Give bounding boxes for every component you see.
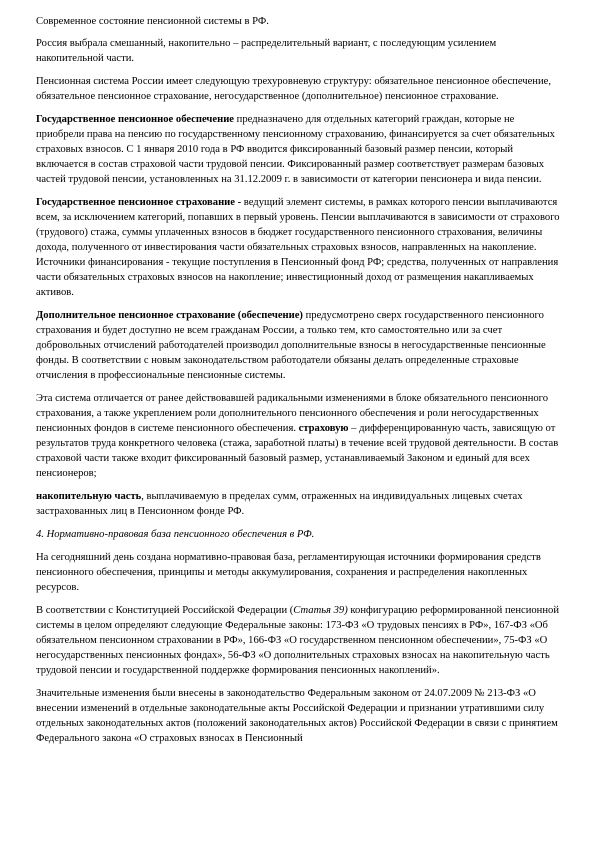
term-state-pension-insurance: Государственное пенсионное страхование - xyxy=(36,197,242,208)
paragraph-funded-part xyxy=(36,489,560,519)
paragraph-text: В соответствии с Конституцией Российской Федерации ( xyxy=(36,605,294,616)
paragraph-text: – дифференцированную часть, зависящую от результатов труда конкретного человека (стажа, заработной платы) в течение всей трудовой деятельности. В состав страховой части также входит фиксированный базовый размер, устанавливаемый Законом и единый для всех пенсионеров; xyxy=(36,423,559,479)
constitution-article-reference: Статья 39) xyxy=(293,605,348,616)
paragraph-state-pension-insurance xyxy=(36,195,560,300)
paragraph-text: ведущий элемент системы, в рамках которого пенсии выплачиваются всем, за исключением категорий, попавших в первый уровень. Пенсии выплачиваются в зависимости от страхового (трудового) стажа, суммы уплаченных взносов в бюджет государственного пенсионного страхования, величины дохода, полученного от инвестирования части обязательных страховых взносов, направленных на накопление. Источники финансирования - текущие поступления в Пенсионный фонд РФ; средства, полученных от направления части обязательных страховых взносов на накопление; инвестиционный доход от размещения накапливаемых активов. xyxy=(36,197,560,298)
paragraph-legislative-changes: Значительные изменения были внесены в законодательство Федеральным законом от 24.07.2009 № 213-ФЗ «О внесении изменений в отдельные законодательные акты Российской Федерации и признании утратившими силу отдельных законодательных актов (положений законодательных актов) Российской Федерации в связи с принятием Федерального закона «О страховых взносах в Пенсионный xyxy=(36,688,558,744)
paragraph-text: Эта система отличается от ранее действовавшей радикальными изменениями в блоке обязательного пенсионного страхования, а также укреплением роли дополнительного пенсионного обеспечения и роли негосударственных пенсионных фондов в системе пенсионного обеспечения. xyxy=(36,393,549,434)
paragraph-text: конфигурацию реформированной пенсионной системы в целом определяют следующие Федеральные законы: 173-ФЗ «О трудовых пенсиях в РФ», 167-ФЗ «Об обязательном пенсионном страховании в РФ», 166-ФЗ «О государственном пенсионном обеспечении», 75-ФЗ «О негосударственных пенсионных фондах», 56-ФЗ «О дополнительных страховых взносах на накопительную часть трудовой пенсии и государственной поддержке формирования пенсионных накоплений». xyxy=(36,605,559,676)
paragraph-state-pension-provision xyxy=(36,112,560,187)
paragraph-text: предназначено для отдельных категорий граждан, которые не приобрели права на пенсию по государственному пенсионному страхованию, финансируется за счет обязательных страховых взносов. С 1 января 2010 года в РФ вводится фиксированный базовый размер пенсии, который включается в состав страховой части трудовой пенсии. Фиксированный размер соответствует размерам базовых частей трудовой пенсии, установленных на 31.12.2009 г. в зависимости от категории пенсионера и вида пенсии. xyxy=(36,114,555,185)
document-title: Современное состояние пенсионной системы в РФ. xyxy=(36,16,269,27)
paragraph-system-differences xyxy=(36,391,560,481)
paragraph-constitution-laws xyxy=(36,603,560,678)
paragraph-text: , выплачиваемую в пределах сумм, отраженных на индивидуальных лицевых счетах застрахованных лиц в Пенсионном фонде РФ. xyxy=(36,491,523,517)
paragraph-three-level-structure: Пенсионная система России имеет следующую трехуровневую структуру: обязательное пенсионное обеспечение, обязательное пенсионное страхование, негосударственное (дополнительное) пенсионное страхование. xyxy=(36,76,552,102)
term-additional-pension-insurance: Дополнительное пенсионное страхование (обеспечение) xyxy=(36,310,303,321)
term-funded-part: накопительную часть xyxy=(36,491,142,502)
paragraph-legal-base: На сегодняшний день создана нормативно-правовая база, регламентирующая источники формирования средств пенсионного обеспечения, принципы и методы аккумулирования, сохранения и распределения накопленных ресурсов. xyxy=(36,552,541,593)
term-state-pension-provision: Государственное пенсионное обеспечение xyxy=(36,114,235,125)
section-heading-legal-framework: 4. Нормативно-правовая база пенсионного обеспечения в РФ. xyxy=(36,529,315,540)
document-page xyxy=(36,14,560,754)
paragraph-mixed-system: Россия выбрала смешанный, накопительно – распределительный вариант, с последующим усилением накопительной части. xyxy=(36,38,497,64)
paragraph-text: предусмотрено сверх государственного пенсионного страхования и будет доступно не всем гражданам России, а только тем, кто самостоятельно или за счет добровольных отчислений работодателей производил дополнительные взносы в негосударственные пенсионные фонды. В соответствии с новым законодательством работодатели обязаны делать определенные страховые отчисления в профессиональные пенсионные системы. xyxy=(36,310,546,381)
paragraph-additional-pension-insurance xyxy=(36,308,560,383)
term-insurance-part: страховую xyxy=(298,423,349,434)
